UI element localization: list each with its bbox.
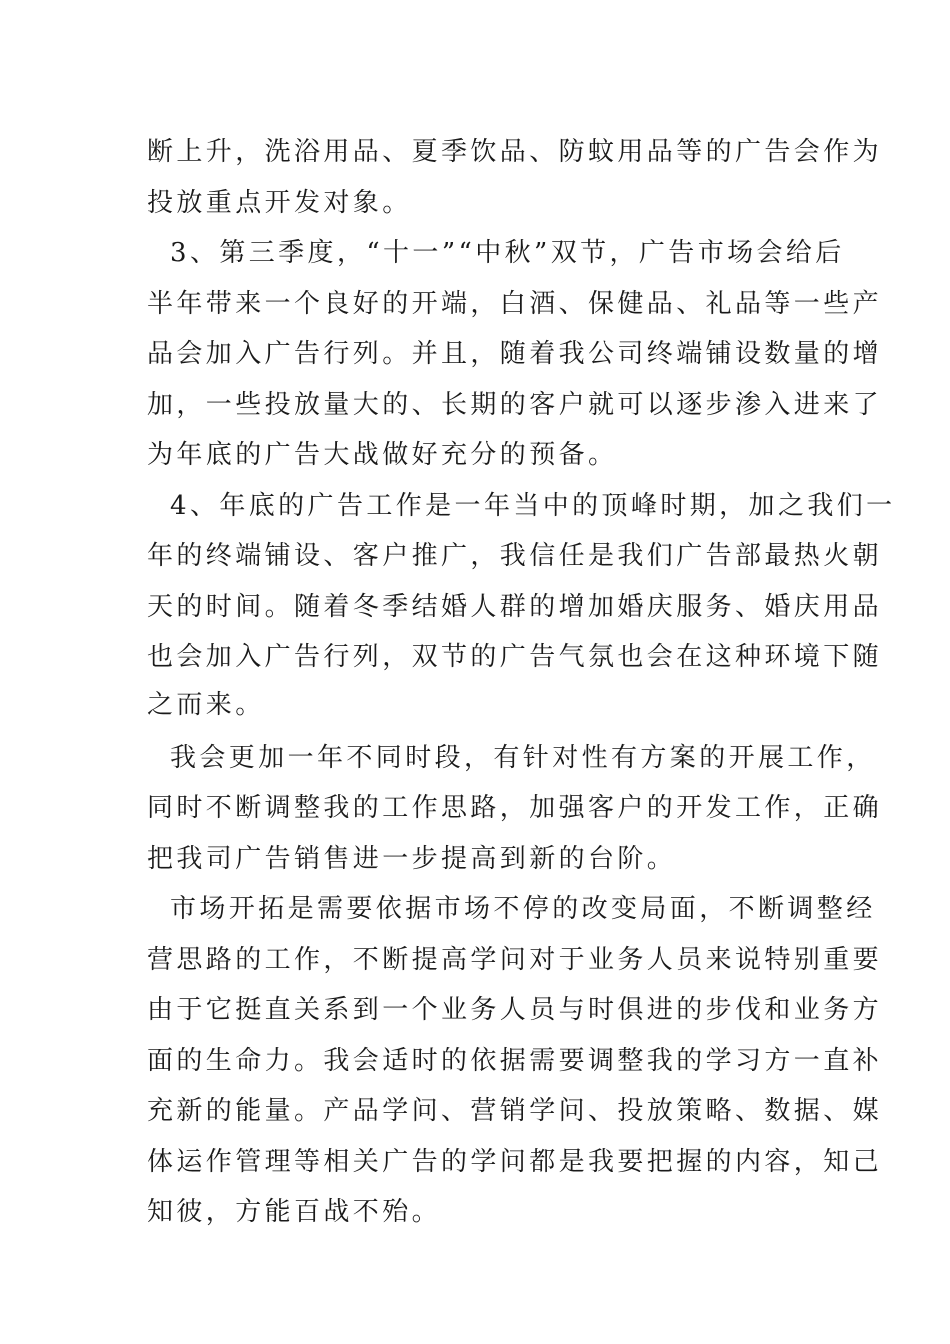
text-line: 也会加入广告行列，双节的广告气氛也会在这种环境下随 <box>147 642 883 672</box>
text-line: 知彼，方能百战不殆。 <box>147 1197 442 1227</box>
text-line: 市场开拓是需要依据市场不停的改变局面，不断调整经 <box>170 894 876 924</box>
text-line: 投放重点开发对象。 <box>147 188 412 218</box>
text-line: 品会加入广告行列。并且，随着我公司终端铺设数量的增 <box>147 339 883 369</box>
text-line: 营思路的工作，不断提高学问对于业务人员来说特别重要 <box>147 945 883 975</box>
text-line: 把我司广告销售进一步提高到新的台阶。 <box>147 844 677 874</box>
text-line: 之而来。 <box>147 690 265 720</box>
text-line: 天的时间。随着冬季结婚人群的增加婚庆服务、婚庆用品 <box>147 592 883 622</box>
text-line: 加，一些投放量大的、长期的客户就可以逐步渗入进来了 <box>147 390 883 420</box>
text-line: 半年带来一个良好的开端，白酒、保健品、礼品等一些产 <box>147 289 883 319</box>
text-line: 为年底的广告大战做好充分的预备。 <box>147 440 618 470</box>
text-line: 体运作管理等相关广告的学问都是我要把握的内容，知己 <box>147 1147 883 1177</box>
text-line: 我会更加一年不同时段，有针对性有方案的开展工作， <box>170 743 876 773</box>
text-line: 4、年底的广告工作是一年当中的顶峰时期，加之我们一 <box>170 491 896 521</box>
text-line: 同时不断调整我的工作思路，加强客户的开发工作，正确 <box>147 793 883 823</box>
text-line: 充新的能量。产品学问、营销学问、投放策略、数据、媒 <box>147 1096 883 1126</box>
text-line: 年的终端铺设、客户推广，我信任是我们广告部最热火朝 <box>147 541 883 571</box>
text-line: 断上升，洗浴用品、夏季饮品、防蚊用品等的广告会作为 <box>147 137 883 167</box>
text-line: 由于它挺直关系到一个业务人员与时俱进的步伐和业务方 <box>147 995 883 1025</box>
text-line: 3、第三季度，“十一”“中秋”双节，广告市场会给后 <box>170 238 845 268</box>
text-line: 面的生命力。我会适时的依据需要调整我的学习方一直补 <box>147 1046 883 1076</box>
